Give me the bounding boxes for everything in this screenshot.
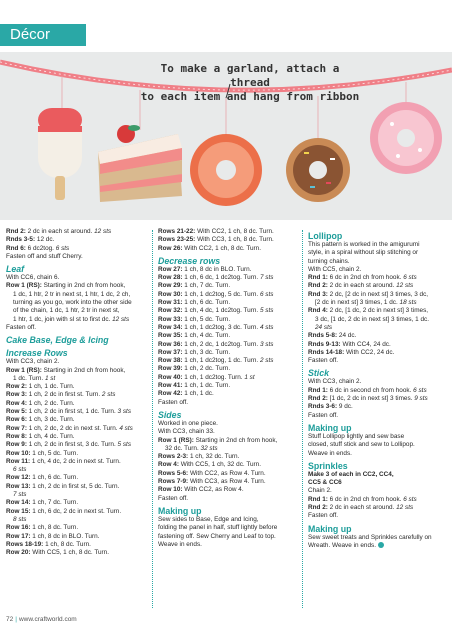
instruction-line: Rows 23-25: With CC3, 1 ch, 8 dc. Turn. (158, 236, 274, 244)
instruction-line: Row 4: 1 ch, 2 dc. Turn. (6, 399, 75, 407)
stitch-count: 12 sts (396, 282, 414, 290)
instruction-line: Row 16: 1 ch, 8 dc. Turn. (6, 524, 79, 532)
instruction-line (6, 491, 144, 499)
row-label: Rnd 2: (308, 395, 328, 403)
row-label: Make 3 of each in CC2, CC4, (308, 470, 394, 478)
instruction-line: With CC3, chain 33. (158, 428, 215, 436)
instruction-line: 3 dc, [1 dc, 2 dc in next st] 3 times, 1 dc. (315, 315, 430, 323)
instruction-line: Rnds 3-6: 9 dc. (308, 403, 353, 411)
row-label: Row 2: (6, 383, 27, 391)
instruction-line: Fasten off. (308, 512, 339, 520)
instruction-line: Row 32: 1 ch, 4 dc, 1 dc2tog. Turn. 5 sts (158, 307, 274, 315)
stitch-count: 7 sts (13, 491, 27, 499)
donut-pink-item (370, 102, 442, 174)
row-label: Row 31: (158, 299, 183, 307)
section-heading: Cake Base, Edge & Icing (6, 335, 109, 346)
instruction-line: Row 39: 1 ch, 2 dc. Turn. (158, 365, 231, 373)
instruction-line: Row 3: 1 ch, 2 dc in first st. Turn. 2 sts (6, 391, 116, 399)
row-label: Row 20: (6, 549, 31, 557)
section-heading: Stick (308, 368, 330, 379)
instruction-line: 32 dc. Turn. 32 sts (165, 444, 218, 452)
row-label: Row 10: (158, 486, 183, 494)
row-label: Row 32: (158, 307, 183, 315)
instruction-line: Rows 18-19: 1 ch, 8 dc. Turn. (6, 540, 91, 548)
row-label: Row 13: (6, 482, 31, 490)
stitch-count: 12 sts (112, 315, 130, 323)
row-label: Row 7: (6, 424, 27, 432)
row-label: Row 4: (158, 461, 179, 469)
row-label: Row 36: (158, 340, 183, 348)
row-label: Row 14: (6, 499, 31, 507)
instruction-line: Row 1 (RS): Starting in 2nd ch from hook, (158, 436, 278, 444)
instructions-column-1 (6, 228, 144, 557)
end-mark-icon (378, 542, 384, 548)
instruction-line: Row 40: 1 ch, 1 dc2tog. Turn. 1 st (158, 373, 255, 381)
section-label: Décor (0, 24, 86, 46)
instruction-line: Row 38: 1 ch, 1 dc2tog, 1 dc. Turn. 2 sts (158, 357, 274, 365)
section-heading: Sides (158, 409, 182, 420)
instruction-line: Rnd 4: 2 dc, [1 dc, 2 dc in next st] 3 times, (308, 307, 429, 315)
instruction-line: Row 30: 1 ch, 1 dc2tog, 5 dc. Turn. 6 sts (158, 290, 274, 298)
row-label: Rows 7-9: (158, 478, 189, 486)
instruction-line: Row 9: 1 ch, 2 dc in first st, 3 dc. Turn. 5 sts (6, 441, 132, 449)
row-label: Rnd 1: (308, 386, 328, 394)
photo-caption (140, 62, 360, 104)
row-label: Row 11: (6, 457, 31, 465)
stitch-count: 4 sts (119, 424, 133, 432)
instruction-line: Row 7: 1 ch, 2 dc, 2 dc in next st. Turn. 4 sts (6, 424, 133, 432)
row-label: Rows 23-25: (158, 236, 196, 244)
row-label: Rnd 1: (308, 274, 328, 282)
instruction-line: 1 dc. Turn. 1 st (13, 374, 56, 382)
instruction-line: Row 11: 1 ch, 4 dc, 2 dc in next st. Turn. (6, 457, 121, 465)
instruction-line: Weave in ends. (308, 449, 352, 457)
instruction-line: Rnd 6: 6 dc2tog. 6 sts (6, 244, 70, 252)
instruction-line: Rnd 1: 6 dc in 2nd ch from hook. 6 sts (308, 495, 417, 503)
stitch-count: 12 sts (396, 504, 414, 512)
instruction-line (6, 516, 144, 524)
row-label: Row 41: (158, 382, 183, 390)
instruction-line: Row 10: With CC2, as Row 4. (158, 486, 244, 494)
row-label: Row 12: (6, 474, 31, 482)
stitch-count: 8 sts (13, 515, 27, 523)
instruction-line: Rnds 9-13: With CC4, 24 dc. (308, 340, 391, 348)
instruction-line: 1 dc, 1 htr, 2 tr in next st, 1 htr, 1 dc, 2 ch, (13, 290, 131, 298)
instruction-line: Row 37: 1 ch, 3 dc. Turn. (158, 348, 231, 356)
stitch-count: 32 sts (200, 444, 218, 452)
instruction-line: Rnd 2: 2 dc in each st around. 12 sts (6, 228, 112, 235)
row-label: Row 33: (158, 315, 183, 323)
row-label: Rows 18-19: (6, 540, 44, 548)
row-label: Row 30: (158, 290, 183, 298)
row-label: Row 3: (6, 391, 27, 399)
stitch-count: 24 sts (315, 323, 333, 331)
stitch-count: 6 sts (403, 274, 417, 282)
row-label: Rows 2-3: (158, 453, 189, 461)
instructions-column-3 (308, 228, 448, 550)
instruction-line: Rows 21-22: With CC2, 1 ch, 8 dc. Turn. (158, 228, 274, 235)
row-label: Row 37: (158, 348, 183, 356)
instruction-line: turning as you go, work into the other side (13, 299, 132, 307)
stitch-count: 2 sts (101, 391, 116, 399)
instruction-line: Row 27: 1 ch, 8 dc in BLO. Turn. (158, 265, 252, 273)
instruction-line: Rows 5-6: With CC2, as Row 4. Turn. (158, 469, 266, 477)
instruction-line: Stuff Lollipop lightly and sew base (308, 432, 405, 440)
instruction-line: Wreath. Weave in ends. (308, 542, 448, 550)
row-label: Row 42: (158, 390, 183, 398)
row-label: Row 40: (158, 373, 183, 381)
row-label: Row 29: (158, 282, 183, 290)
row-label: Row 28: (158, 274, 183, 282)
caption-line-2: to each item and hang from ribbon (140, 90, 360, 103)
row-label: CC5 & CC6 (308, 479, 342, 487)
instruction-line: style, in a spiral without slip stitching or (308, 249, 419, 257)
page-number: 72 (6, 616, 14, 623)
instruction-line: Row 13: 1 ch, 2 dc in first st, 5 dc. Turn. (6, 482, 120, 490)
instruction-line: Row 31: 1 ch, 6 dc. Turn. (158, 299, 231, 307)
instruction-line: Fasten off. (158, 398, 189, 406)
stitch-count: 1 st (244, 373, 255, 381)
stitch-count: 9 sts (414, 395, 428, 403)
instruction-line: [2 dc in next st] 3 times, 1 dc. 18 sts (315, 299, 417, 307)
instruction-line: Fasten off. (308, 411, 339, 419)
stitch-count: 6 sts (413, 386, 427, 394)
instruction-line: Rnd 1: 6 dc in second ch from hook. 6 sts (308, 386, 427, 394)
instruction-line: Fasten off. (308, 357, 339, 365)
instruction-line: Row 6: 1 ch, 3 dc. Turn. (6, 416, 75, 424)
row-label: Rnd 1: (308, 495, 328, 503)
instruction-line: Row 10: 1 ch, 5 dc. Turn. (6, 449, 79, 457)
section-heading: Increase Rows (6, 348, 68, 359)
row-label: Rnd 2: (308, 504, 328, 512)
instruction-line: Rnds 3-5: 12 dc. (6, 236, 55, 244)
row-label: Row 5: (6, 408, 27, 416)
row-label: Row 35: (158, 332, 183, 340)
stitch-count: 12 sts (94, 228, 112, 235)
instruction-line: Worked in one piece. (158, 419, 218, 427)
row-label: Rnd 2: (308, 282, 328, 290)
stitch-count: 6 sts (13, 466, 27, 474)
section-heading: Decrease rows (158, 255, 221, 266)
row-label: Row 15: (6, 507, 31, 515)
instruction-line: Rnds 14-18: With CC2, 24 dc. (308, 348, 395, 356)
row-label: Row 1 (RS): (6, 282, 42, 290)
row-label: Rnds 3-5: (6, 236, 36, 244)
instruction-line: 1 htr, 1 dc, join with sl st to first dc. 12 sts (13, 315, 130, 323)
row-label: Row 26: (158, 244, 183, 252)
row-label: Rnd 4: (308, 307, 328, 315)
instruction-line: Row 5: 1 ch, 2 dc in first st, 1 dc. Turn. 3 sts (6, 408, 132, 416)
instruction-line: Weave in ends. (158, 540, 202, 548)
row-label: Rnds 14-18: (308, 348, 345, 356)
instruction-line: Fasten off and stuff Cherry. (6, 252, 83, 260)
instruction-line: Rnd 1: 6 dc in 2nd ch from hook. 6 sts (308, 274, 417, 282)
stitch-count: 3 sts (117, 408, 132, 416)
stitch-count: 2 sts (259, 357, 274, 365)
stitch-count: 5 sts (259, 307, 274, 315)
row-label: Row 34: (158, 323, 183, 331)
instruction-line: fastening off. Sew Cherry and Leaf to top. (158, 532, 276, 540)
instruction-line: Rows 2-3: 1 ch, 32 dc. Turn. (158, 453, 240, 461)
instruction-line: This pattern is worked in the amigurumi (308, 241, 420, 248)
section-heading: Making up (308, 523, 352, 534)
instruction-line: Rnd 2: 2 dc in each st around. 12 sts (308, 282, 414, 290)
instruction-line: Row 33: 1 ch, 5 dc. Turn. (158, 315, 231, 323)
instruction-line: With CC3, chain 2. (308, 378, 362, 386)
donut-orange-item (190, 134, 262, 206)
instruction-line: Row 26: With CC2, 1 ch, 8 dc. Turn. (158, 244, 262, 252)
row-label: Row 1 (RS): (6, 366, 42, 374)
stitch-count: 6 sts (403, 495, 417, 503)
instruction-line: Rnd 3: 2 dc, [2 dc in next st] 3 times, 3 dc, (308, 290, 429, 298)
stitch-count: 1 st (44, 374, 56, 382)
instruction-line: Row 29: 1 ch, 7 dc. Turn. (158, 282, 231, 290)
instruction-line: Row 36: 1 ch, 2 dc, 1 dc2tog. Turn. 3 sts (158, 340, 274, 348)
row-label: Row 10: (6, 449, 31, 457)
row-label: Rnd 2: (6, 228, 26, 235)
section-heading: Lollipop (308, 231, 343, 241)
row-label: Row 38: (158, 357, 183, 365)
instruction-line: Fasten off. (158, 494, 189, 502)
row-label: Rnds 3-6: (308, 403, 338, 411)
instruction-line: Rnds 5-8: 24 dc. (308, 332, 357, 340)
instruction-line: folding the panel in half, stuff lightly before (158, 524, 278, 532)
instruction-line: With CC5, chain 2. (308, 265, 362, 273)
instruction-line: Fasten off. (6, 323, 37, 331)
row-label: Row 17: (6, 532, 31, 540)
instruction-line: Rnd 2: [1 dc, 2 dc in next st] 3 times. 9 sts (308, 395, 428, 403)
instruction-line: Row 1 (RS): Starting in 2nd ch from hook, (6, 282, 126, 290)
instruction-line (308, 471, 448, 479)
footer-site: www.craftworld.com (18, 616, 77, 623)
row-label: Row 6: (6, 416, 27, 424)
row-label: Rnd 3: (308, 290, 328, 298)
instruction-line: Row 28: 1 ch, 6 dc, 1 dc2tog. Turn. 7 sts (158, 274, 274, 282)
instruction-line: Row 20: With CC5, 1 ch, 8 dc. Turn. (6, 549, 110, 557)
instruction-line (308, 324, 448, 332)
instruction-line: Row 14: 1 ch, 7 dc. Turn. (6, 499, 79, 507)
stitch-count: 3 sts (259, 340, 274, 348)
section-heading: Making up (308, 422, 352, 433)
section-heading: Making up (158, 505, 202, 516)
caption-line-1: To make a garland, attach a thread (160, 62, 340, 89)
row-label: Row 16: (6, 524, 31, 532)
section-heading: Leaf (6, 264, 25, 275)
row-label: Row 1 (RS): (158, 436, 194, 444)
stitch-count: 6 sts (259, 290, 274, 298)
instruction-line: Rows 7-9: With CC3, as Row 4. Turn. (158, 478, 266, 486)
row-label: Row 9: (6, 441, 27, 449)
instruction-line: Row 42: 1 ch, 1 dc. (158, 390, 214, 398)
stitch-count: 5 sts (117, 441, 132, 449)
instruction-line: of the chain, 1 dc, 1 htr, 2 tr in next st, (13, 307, 120, 315)
instruction-line: Row 12: 1 ch, 6 dc. Turn. (6, 474, 79, 482)
instruction-line: Row 1 (RS): Starting in 2nd ch from hook, (6, 366, 126, 374)
stitch-count: 18 sts (399, 299, 417, 307)
row-label: Row 39: (158, 365, 183, 373)
instruction-line: Row 8: 1 ch, 4 dc. Turn. (6, 432, 75, 440)
donut-brown-item (286, 138, 350, 202)
instruction-line: Row 35: 1 ch, 4 dc. Turn. (158, 332, 231, 340)
stitch-count: 4 sts (259, 323, 274, 331)
column-divider (152, 230, 153, 608)
row-label: Rnd 6: (6, 244, 26, 252)
row-label: Rnds 9-13: (308, 340, 341, 348)
stitch-count: 7 sts (259, 274, 274, 282)
instruction-line (308, 479, 448, 487)
instruction-line: turning chains. (308, 257, 350, 265)
row-label: Rows 21-22: (158, 228, 196, 235)
instruction-line: With CC3, chain 2. (6, 358, 60, 366)
row-label: Rnds 5-8: (308, 332, 338, 340)
instruction-line: Sew sweet treats and Sprinkles carefully on (308, 533, 432, 541)
instruction-line: Sew sides to Base, Edge and Icing, (158, 515, 259, 523)
instruction-line (6, 466, 144, 474)
instruction-line: Chain 2. (308, 487, 332, 495)
instruction-line: With CC6, chain 6. (6, 274, 60, 282)
page-footer: 72 | www.craftworld.com (6, 616, 77, 623)
instruction-line: closed, stuff stick and sew to Lollipop. (308, 441, 415, 449)
instruction-line: Rnd 2: 2 dc in each st around. 12 sts (308, 504, 414, 512)
instructions-column-2 (158, 228, 296, 549)
instruction-line: Row 15: 1 ch, 6 dc, 2 dc in next st. Turn. (6, 507, 122, 515)
section-heading: Sprinkles (308, 460, 348, 471)
instruction-line: Row 41: 1 ch, 1 dc. Turn. (158, 382, 231, 390)
column-divider (302, 230, 303, 608)
row-label: Row 8: (6, 432, 27, 440)
stitch-count: 6 sts (55, 244, 70, 252)
instruction-line: Row 17: 1 ch, 8 dc in BLO. Turn. (6, 532, 100, 540)
instruction-line: Row 2: 1 ch, 1 dc. Turn. (6, 383, 75, 391)
row-label: Row 27: (158, 265, 183, 273)
row-label: Row 4: (6, 399, 27, 407)
row-label: Rows 5-6: (158, 469, 189, 477)
instruction-line: Row 34: 1 ch, 1 dc2tog, 3 dc. Turn. 4 sts (158, 323, 274, 331)
instruction-line: Row 4: With CC5, 1 ch, 32 dc. Turn. (158, 461, 261, 469)
